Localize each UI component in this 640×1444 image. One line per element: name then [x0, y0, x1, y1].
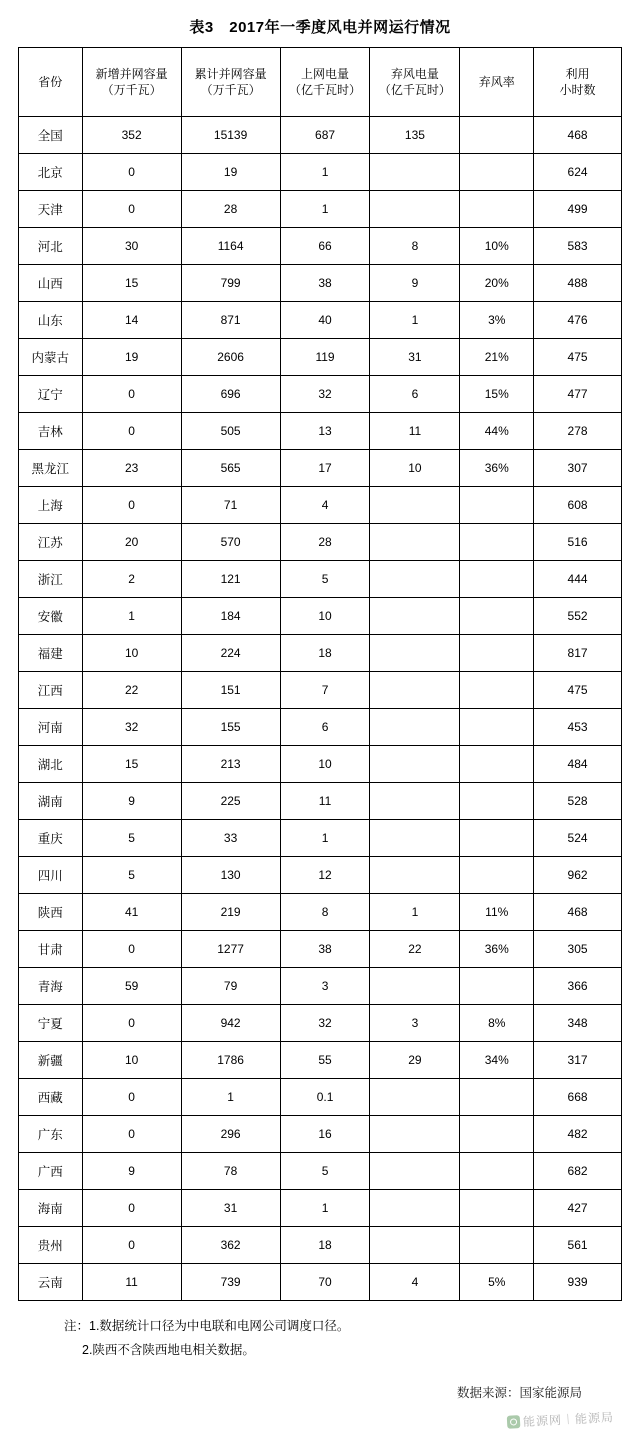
header-line-unit: （亿千瓦时）: [378, 83, 451, 97]
cell-utilization-hours: 482: [534, 1116, 622, 1153]
header-line: 新增并网容量: [95, 66, 168, 81]
cell-cumulative-capacity: 155: [181, 709, 280, 746]
cell-cumulative-capacity: 565: [181, 450, 280, 487]
cell-province: 宁夏: [19, 1005, 83, 1042]
cell-new-capacity: 59: [82, 968, 181, 1005]
cell-new-capacity: 0: [82, 154, 181, 191]
cell-utilization-hours: 348: [534, 1005, 622, 1042]
cell-new-capacity: 0: [82, 1227, 181, 1264]
cell-generation: 1: [280, 820, 370, 857]
table-row: [19, 339, 622, 376]
cell-curtailment: 1: [370, 894, 460, 931]
cell-new-capacity: 1: [82, 598, 181, 635]
wind-power-table: [18, 47, 622, 1301]
cell-curtailment-rate: 8%: [460, 1005, 534, 1042]
header-line: 累计并网容量: [194, 66, 267, 81]
cell-curtailment: [370, 1190, 460, 1227]
table-row: [19, 783, 622, 820]
cell-utilization-hours: 516: [534, 524, 622, 561]
table-row: [19, 1153, 622, 1190]
cell-curtailment: [370, 635, 460, 672]
table-row: [19, 265, 622, 302]
table-row: [19, 857, 622, 894]
table-row: [19, 450, 622, 487]
cell-cumulative-capacity: 78: [181, 1153, 280, 1190]
table-row: [19, 709, 622, 746]
cell-cumulative-capacity: 570: [181, 524, 280, 561]
cell-province: 黑龙江: [19, 450, 83, 487]
cell-generation: 3: [280, 968, 370, 1005]
cell-new-capacity: 14: [82, 302, 181, 339]
column-header-generation: [280, 48, 370, 117]
cell-generation: 11: [280, 783, 370, 820]
cell-utilization-hours: 528: [534, 783, 622, 820]
cell-curtailment: [370, 783, 460, 820]
cell-new-capacity: 0: [82, 376, 181, 413]
cell-curtailment: [370, 524, 460, 561]
table-row: [19, 1079, 622, 1116]
cell-curtailment: 1: [370, 302, 460, 339]
table-row: [19, 1227, 622, 1264]
cell-province: 吉林: [19, 413, 83, 450]
cell-generation: 10: [280, 598, 370, 635]
cell-generation: 66: [280, 228, 370, 265]
cell-new-capacity: 5: [82, 820, 181, 857]
cell-new-capacity: 9: [82, 1153, 181, 1190]
cell-new-capacity: 0: [82, 191, 181, 228]
cell-curtailment-rate: [460, 709, 534, 746]
cell-curtailment-rate: 11%: [460, 894, 534, 931]
cell-new-capacity: 30: [82, 228, 181, 265]
cell-curtailment-rate: 44%: [460, 413, 534, 450]
table-row: [19, 228, 622, 265]
cell-new-capacity: 0: [82, 1116, 181, 1153]
cell-generation: 119: [280, 339, 370, 376]
cell-province: 北京: [19, 154, 83, 191]
cell-cumulative-capacity: 33: [181, 820, 280, 857]
cell-curtailment-rate: [460, 857, 534, 894]
table-row: [19, 154, 622, 191]
table-header-row: [19, 48, 622, 117]
cell-curtailment: [370, 857, 460, 894]
cell-generation: 1: [280, 154, 370, 191]
cell-new-capacity: 9: [82, 783, 181, 820]
cell-curtailment-rate: [460, 561, 534, 598]
cell-province: 江西: [19, 672, 83, 709]
cell-curtailment: 8: [370, 228, 460, 265]
header-line-unit: （万千瓦）: [200, 83, 261, 97]
cell-generation: 1: [280, 1190, 370, 1227]
cell-curtailment-rate: [460, 1153, 534, 1190]
cell-new-capacity: 41: [82, 894, 181, 931]
column-header-curtailment: [370, 48, 460, 117]
cell-utilization-hours: 366: [534, 968, 622, 1005]
cell-cumulative-capacity: 130: [181, 857, 280, 894]
cell-curtailment-rate: [460, 1116, 534, 1153]
cell-generation: 12: [280, 857, 370, 894]
cell-curtailment: [370, 1079, 460, 1116]
cell-new-capacity: 2: [82, 561, 181, 598]
table-row: [19, 191, 622, 228]
cell-curtailment-rate: 10%: [460, 228, 534, 265]
cell-generation: 4: [280, 487, 370, 524]
cell-curtailment: 135: [370, 117, 460, 154]
cell-utilization-hours: 305: [534, 931, 622, 968]
cell-cumulative-capacity: 696: [181, 376, 280, 413]
cell-cumulative-capacity: 1: [181, 1079, 280, 1116]
cell-generation: 17: [280, 450, 370, 487]
cell-province: 福建: [19, 635, 83, 672]
cell-province: 河南: [19, 709, 83, 746]
cell-new-capacity: 0: [82, 1079, 181, 1116]
cell-new-capacity: 0: [82, 931, 181, 968]
cell-curtailment-rate: 20%: [460, 265, 534, 302]
cell-generation: 40: [280, 302, 370, 339]
cell-utilization-hours: 817: [534, 635, 622, 672]
cell-generation: 28: [280, 524, 370, 561]
source-text: 数据来源：国家能源局: [456, 1385, 582, 1400]
table-row: [19, 302, 622, 339]
cell-curtailment: [370, 1153, 460, 1190]
cell-utilization-hours: 499: [534, 191, 622, 228]
cell-cumulative-capacity: 1786: [181, 1042, 280, 1079]
header-line: 弃风电量: [390, 66, 439, 81]
cell-curtailment-rate: [460, 1227, 534, 1264]
cell-curtailment: 10: [370, 450, 460, 487]
table-row: [19, 561, 622, 598]
cell-utilization-hours: 317: [534, 1042, 622, 1079]
column-header-province: [19, 48, 83, 117]
table-row: [19, 413, 622, 450]
cell-province: 浙江: [19, 561, 83, 598]
cell-generation: 18: [280, 635, 370, 672]
cell-curtailment-rate: [460, 524, 534, 561]
cell-generation: 13: [280, 413, 370, 450]
cell-province: 四川: [19, 857, 83, 894]
cell-utilization-hours: 476: [534, 302, 622, 339]
cell-province: 全国: [19, 117, 83, 154]
cell-utilization-hours: 477: [534, 376, 622, 413]
table-row: [19, 635, 622, 672]
cell-curtailment: 11: [370, 413, 460, 450]
table-row: [19, 117, 622, 154]
cell-utilization-hours: 488: [534, 265, 622, 302]
table-row: [19, 746, 622, 783]
cell-utilization-hours: 307: [534, 450, 622, 487]
cell-curtailment-rate: [460, 635, 534, 672]
table-header: [19, 48, 622, 117]
cell-utilization-hours: 608: [534, 487, 622, 524]
cell-cumulative-capacity: 224: [181, 635, 280, 672]
cell-curtailment: [370, 709, 460, 746]
cell-curtailment-rate: [460, 672, 534, 709]
cell-new-capacity: 352: [82, 117, 181, 154]
cell-province: 云南: [19, 1264, 83, 1301]
cell-cumulative-capacity: 871: [181, 302, 280, 339]
cell-cumulative-capacity: 362: [181, 1227, 280, 1264]
header-line-unit: （万千瓦）: [101, 83, 162, 97]
cell-curtailment: [370, 820, 460, 857]
cell-curtailment: 31: [370, 339, 460, 376]
cell-province: 湖南: [19, 783, 83, 820]
cell-generation: 70: [280, 1264, 370, 1301]
column-header-curtailment-rate: [460, 48, 534, 117]
cell-province: 新疆: [19, 1042, 83, 1079]
cell-utilization-hours: 583: [534, 228, 622, 265]
table-row: [19, 672, 622, 709]
cell-new-capacity: 0: [82, 1005, 181, 1042]
cell-new-capacity: 0: [82, 1190, 181, 1227]
header-line: 弃风率: [478, 74, 515, 89]
cell-new-capacity: 22: [82, 672, 181, 709]
cell-cumulative-capacity: 1164: [181, 228, 280, 265]
cell-generation: 38: [280, 265, 370, 302]
cell-province: 山东: [19, 302, 83, 339]
cell-cumulative-capacity: 799: [181, 265, 280, 302]
column-header-utilization-hours: [534, 48, 622, 117]
cell-cumulative-capacity: 942: [181, 1005, 280, 1042]
cell-cumulative-capacity: 225: [181, 783, 280, 820]
cell-generation: 32: [280, 1005, 370, 1042]
cell-utilization-hours: 682: [534, 1153, 622, 1190]
cell-cumulative-capacity: 1277: [181, 931, 280, 968]
cell-province: 陕西: [19, 894, 83, 931]
note-line-1: 注：1.数据统计口径为中电联和电网公司调度口径。: [64, 1319, 350, 1333]
cell-utilization-hours: 427: [534, 1190, 622, 1227]
cell-curtailment-rate: [460, 1190, 534, 1227]
cell-new-capacity: 10: [82, 635, 181, 672]
cell-generation: 7: [280, 672, 370, 709]
cell-utilization-hours: 552: [534, 598, 622, 635]
cell-curtailment: 4: [370, 1264, 460, 1301]
table-body: [19, 117, 622, 1301]
cell-curtailment-rate: [460, 968, 534, 1005]
watermark-text: 能源网︱能源局: [522, 1410, 615, 1429]
cell-province: 辽宁: [19, 376, 83, 413]
cell-generation: 6: [280, 709, 370, 746]
cell-province: 甘肃: [19, 931, 83, 968]
cell-province: 湖北: [19, 746, 83, 783]
cell-curtailment-rate: [460, 820, 534, 857]
cell-utilization-hours: 484: [534, 746, 622, 783]
cell-province: 天津: [19, 191, 83, 228]
cell-cumulative-capacity: 121: [181, 561, 280, 598]
cell-cumulative-capacity: 19: [181, 154, 280, 191]
cell-utilization-hours: 468: [534, 117, 622, 154]
cell-curtailment-rate: 21%: [460, 339, 534, 376]
header-line-2: 小时数: [559, 83, 596, 97]
cell-curtailment-rate: [460, 1079, 534, 1116]
cell-generation: 1: [280, 191, 370, 228]
header-line-unit: （亿千瓦时）: [289, 83, 362, 97]
cell-generation: 16: [280, 1116, 370, 1153]
cell-curtailment-rate: [460, 746, 534, 783]
cell-curtailment: 6: [370, 376, 460, 413]
cell-curtailment-rate: 15%: [460, 376, 534, 413]
cell-curtailment: [370, 598, 460, 635]
table-row: [19, 376, 622, 413]
cell-cumulative-capacity: 28: [181, 191, 280, 228]
cell-cumulative-capacity: 219: [181, 894, 280, 931]
table-row: [19, 1116, 622, 1153]
cell-cumulative-capacity: 31: [181, 1190, 280, 1227]
cell-utilization-hours: 561: [534, 1227, 622, 1264]
cell-generation: 8: [280, 894, 370, 931]
cell-generation: 5: [280, 561, 370, 598]
cell-cumulative-capacity: 71: [181, 487, 280, 524]
cell-new-capacity: 15: [82, 746, 181, 783]
table-row: [19, 1042, 622, 1079]
cell-curtailment: [370, 672, 460, 709]
cell-cumulative-capacity: 505: [181, 413, 280, 450]
table-row: [19, 1005, 622, 1042]
cell-utilization-hours: 668: [534, 1079, 622, 1116]
cell-new-capacity: 20: [82, 524, 181, 561]
cell-province: 西藏: [19, 1079, 83, 1116]
note-line-2: 2.陕西不含陕西地电相关数据。: [82, 1342, 255, 1357]
cell-new-capacity: 23: [82, 450, 181, 487]
notes-block: [18, 1315, 622, 1363]
cell-curtailment: [370, 1227, 460, 1264]
cell-curtailment: 22: [370, 931, 460, 968]
cell-utilization-hours: 939: [534, 1264, 622, 1301]
header-line: 省份: [38, 74, 63, 89]
cell-generation: 32: [280, 376, 370, 413]
cell-curtailment: [370, 487, 460, 524]
cell-cumulative-capacity: 15139: [181, 117, 280, 154]
cell-province: 安徽: [19, 598, 83, 635]
cell-new-capacity: 10: [82, 1042, 181, 1079]
cell-new-capacity: 0: [82, 487, 181, 524]
cell-utilization-hours: 468: [534, 894, 622, 931]
table-row: [19, 931, 622, 968]
cell-province: 贵州: [19, 1227, 83, 1264]
cell-utilization-hours: 624: [534, 154, 622, 191]
cell-new-capacity: 15: [82, 265, 181, 302]
cell-generation: 687: [280, 117, 370, 154]
cell-curtailment-rate: [460, 783, 534, 820]
cell-curtailment-rate: 36%: [460, 450, 534, 487]
cell-curtailment-rate: [460, 191, 534, 228]
cell-province: 青海: [19, 968, 83, 1005]
cell-cumulative-capacity: 79: [181, 968, 280, 1005]
cell-province: 河北: [19, 228, 83, 265]
cell-province: 山西: [19, 265, 83, 302]
cell-curtailment: 9: [370, 265, 460, 302]
cell-curtailment-rate: [460, 117, 534, 154]
cell-utilization-hours: 524: [534, 820, 622, 857]
cell-new-capacity: 11: [82, 1264, 181, 1301]
cell-new-capacity: 19: [82, 339, 181, 376]
cell-new-capacity: 5: [82, 857, 181, 894]
cell-cumulative-capacity: 184: [181, 598, 280, 635]
cell-curtailment-rate: [460, 154, 534, 191]
cell-curtailment: [370, 968, 460, 1005]
cell-generation: 10: [280, 746, 370, 783]
header-line: 上网电量: [301, 66, 350, 81]
cell-generation: 18: [280, 1227, 370, 1264]
cell-curtailment-rate: [460, 487, 534, 524]
table-row: [19, 968, 622, 1005]
table-row: [19, 487, 622, 524]
cell-province: 重庆: [19, 820, 83, 857]
cell-curtailment-rate: 36%: [460, 931, 534, 968]
cell-cumulative-capacity: 296: [181, 1116, 280, 1153]
page-title: 表3 2017年一季度风电并网运行情况: [189, 19, 451, 36]
cell-new-capacity: 0: [82, 413, 181, 450]
cell-province: 内蒙古: [19, 339, 83, 376]
cell-utilization-hours: 444: [534, 561, 622, 598]
cell-generation: 38: [280, 931, 370, 968]
table-row: [19, 1190, 622, 1227]
table-row: [19, 1264, 622, 1301]
watermark: [507, 1408, 615, 1431]
cell-curtailment-rate: 34%: [460, 1042, 534, 1079]
cell-curtailment: [370, 154, 460, 191]
cell-cumulative-capacity: 739: [181, 1264, 280, 1301]
cell-curtailment: [370, 746, 460, 783]
cell-generation: 0.1: [280, 1079, 370, 1116]
cell-cumulative-capacity: 213: [181, 746, 280, 783]
table-row: [19, 894, 622, 931]
cell-curtailment: 29: [370, 1042, 460, 1079]
cell-province: 广东: [19, 1116, 83, 1153]
table-row: [19, 820, 622, 857]
cell-curtailment: [370, 561, 460, 598]
column-header-new-capacity: [82, 48, 181, 117]
cell-utilization-hours: 278: [534, 413, 622, 450]
table-row: [19, 524, 622, 561]
cell-curtailment: [370, 1116, 460, 1153]
cell-cumulative-capacity: 2606: [181, 339, 280, 376]
cell-generation: 55: [280, 1042, 370, 1079]
cell-curtailment-rate: 5%: [460, 1264, 534, 1301]
cell-province: 上海: [19, 487, 83, 524]
cell-curtailment: 3: [370, 1005, 460, 1042]
header-line: 利用: [565, 66, 590, 81]
cell-utilization-hours: 475: [534, 672, 622, 709]
cell-curtailment-rate: [460, 598, 534, 635]
table-row: [19, 598, 622, 635]
cell-utilization-hours: 962: [534, 857, 622, 894]
column-header-cumulative-capacity: [181, 48, 280, 117]
cell-province: 江苏: [19, 524, 83, 561]
cell-utilization-hours: 475: [534, 339, 622, 376]
cell-curtailment-rate: 3%: [460, 302, 534, 339]
cell-province: 广西: [19, 1153, 83, 1190]
cell-new-capacity: 32: [82, 709, 181, 746]
cell-curtailment: [370, 191, 460, 228]
cell-cumulative-capacity: 151: [181, 672, 280, 709]
cell-utilization-hours: 453: [534, 709, 622, 746]
cell-generation: 5: [280, 1153, 370, 1190]
cell-province: 海南: [19, 1190, 83, 1227]
watermark-logo-icon: [507, 1415, 521, 1429]
